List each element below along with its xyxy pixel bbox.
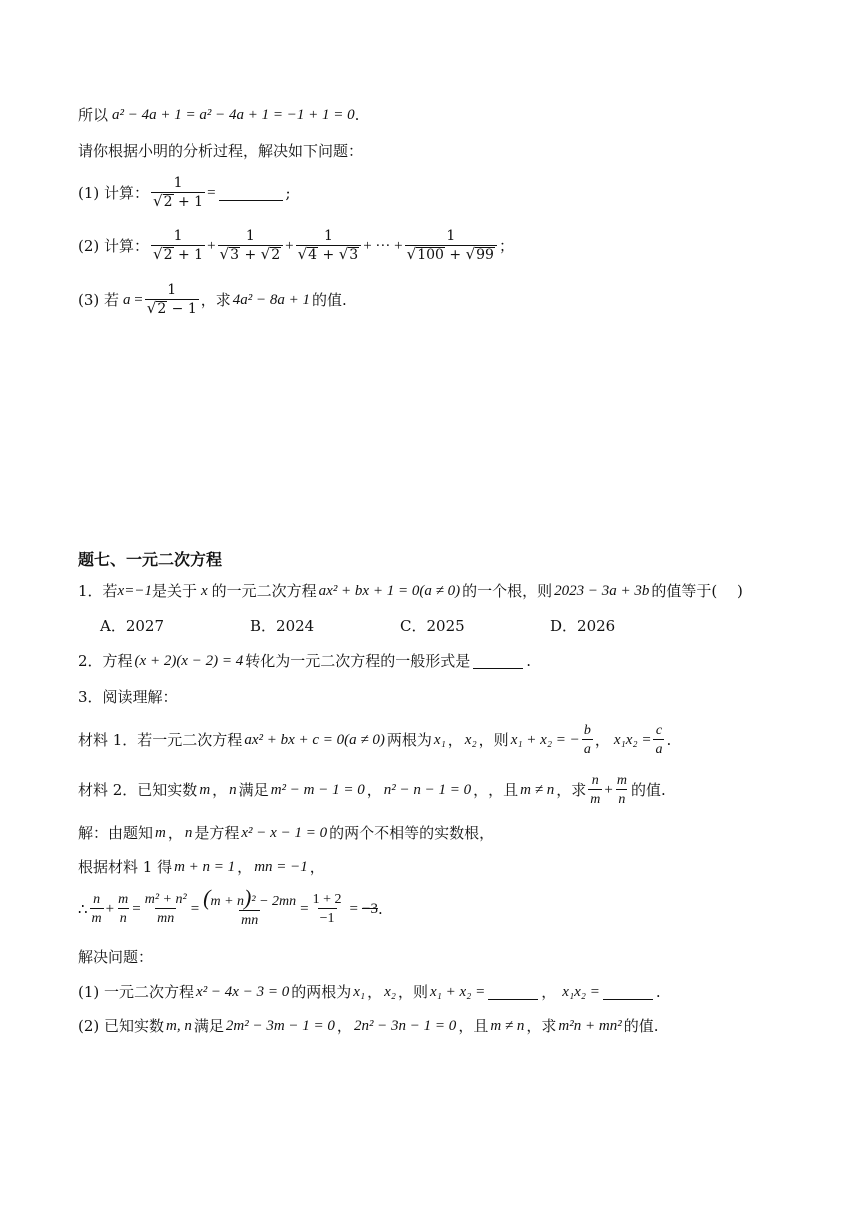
sq2-vars: m, n	[166, 1018, 192, 1034]
solution-line-2: 根据材料 1 得 m + n = 1 ， mn = −1 ，	[78, 858, 325, 876]
part2-label: (2) 计算：	[78, 237, 150, 255]
section-7-title: 题七、一元二次方程	[78, 550, 223, 569]
sq1-x2: x₂	[384, 984, 396, 1000]
section-heading	[78, 550, 222, 570]
fraction-term-1: 1 √ 2 + 1	[153, 227, 204, 263]
sq2-eq1: 2m² − 3m − 1 = 0	[225, 1018, 335, 1034]
sq2-mid: 满足	[193, 1017, 224, 1035]
period: .	[354, 106, 360, 124]
q1-mid3: 的一个根，则	[462, 582, 553, 600]
sol-end: 的两个不相等的实数根，	[329, 824, 495, 842]
m1-mid: 两根为	[386, 731, 432, 749]
m2-m: m	[199, 782, 211, 798]
q2-equation: (x + 2)(x − 2) = 4	[134, 653, 244, 669]
instruction-text: 请你根据小明的分析过程，解决如下问题：	[78, 142, 364, 160]
question-2	[78, 651, 531, 671]
sol2-product: mn = −1	[254, 859, 308, 875]
sol-mid: 是方程	[194, 824, 240, 842]
material-1: 材料 1．若一元二次方程 ax² + bx + c = 0(a ≠ 0) 两根为 x₁ ， x₂ ，则 x₁ + x₂ = − $\frac{b}{a}$ ， x₁x₂ = $\frac{c}{a}$ .	[78, 722, 672, 757]
fraction-1-over-sqrt2-plus-1: 1 √ 2 + 1	[153, 174, 204, 210]
sq1-then: ，则	[398, 983, 429, 1001]
part3-end: 的值.	[312, 291, 347, 309]
so-prefix: 所以	[78, 106, 109, 124]
m2-end: 的值.	[630, 781, 666, 799]
m1-prefix: 材料 1．若一元二次方程	[78, 731, 243, 749]
m1-product: x₁x₂ =	[613, 732, 652, 748]
solution-derivation: ∴ $\frac{n}{m}$ + $\frac{m}{n}$ = $\frac{\text{m² + n²}}{mn}$ = $\frac{\text{(m + n)² − 2mn}}{mn}$ = $\frac{1 + 2}{-1}$ = −3 .	[78, 885, 383, 928]
q1-equation: ax² + bx + 1 = 0(a ≠ 0)	[318, 583, 461, 599]
q2-prefix: 2．方程	[78, 652, 133, 670]
option-b[interactable]: B．2024	[250, 617, 315, 635]
instruction	[78, 141, 363, 161]
sol2-prefix: 根据材料 1 得	[78, 858, 173, 876]
previous-conclusion	[78, 105, 359, 125]
fraction-term-3: 1 √ 4 + √ 3	[296, 228, 362, 265]
m2-eq2: n² − n − 1 = 0	[383, 782, 472, 798]
q1-options	[100, 616, 615, 636]
fraction-term-last: 1 √ 100 + √ 99	[405, 228, 497, 265]
fraction-a-definition: 1 √ 2 − 1	[146, 281, 197, 317]
sq1-sum-blank[interactable]	[488, 985, 538, 1000]
fraction-n-over-m: $\frac{n}{m}$	[590, 772, 601, 807]
m2-eq1: m² − m − 1 = 0	[270, 782, 365, 798]
q1-expression: 2023 − 3a + 3b	[554, 583, 650, 599]
q1-end: 的值等于( )	[651, 582, 743, 600]
q6-part2: (2) 计算： 1 √ 2 + 1 + 1 √ 3 + √ 2 + 1 √ 4 + √ 3 + ··· + 1 √ 100 + √ 99 ；	[78, 227, 514, 263]
part3-tail: ，求	[200, 291, 231, 309]
fraction-sum-squares: $\frac{\text{m² + n²}}{mn}$	[144, 891, 187, 926]
sq2-ask: ，求	[526, 1017, 557, 1035]
part3-expression: 4a² − 8a + 1	[232, 292, 311, 308]
option-d[interactable]: D．2026	[550, 617, 616, 635]
fraction-c-over-a: $\frac{c}{a}$	[655, 722, 663, 757]
solution-line-1: 解：由题知 m ， n 是方程 x² − x − 1 = 0 的两个不相等的实数根，	[78, 824, 495, 842]
result-neg3: −3	[361, 901, 378, 917]
q1-prefix: 1．若	[78, 582, 118, 600]
sub-question-2: (2) 已知实数 m, n 满足 2m² − 3m − 1 = 0 ， 2n² − 3n − 1 = 0 ，且 m ≠ n ，求 m²n + mn² 的值.	[78, 1017, 659, 1035]
question-1	[78, 581, 743, 601]
part3-label: (3) 若	[78, 291, 120, 309]
sq2-expression: m²n + mn²	[558, 1018, 622, 1034]
sq1-mid: 的两根为	[291, 983, 352, 1001]
m2-mid2: ，且	[488, 781, 519, 799]
q2-end: .	[526, 652, 532, 670]
m2-mid: 满足	[238, 781, 269, 799]
part1-label: (1) 计算：	[78, 184, 150, 202]
m1-x1: x₁	[433, 732, 446, 748]
q2-answer-blank[interactable]	[473, 654, 523, 669]
q1-mid: 是关于	[151, 582, 197, 600]
sq1-x1: x₁	[353, 984, 366, 1000]
m2-neq: m ≠ n	[520, 782, 555, 798]
sq1-product: x₁x₂ =	[562, 984, 600, 1000]
solve-title	[78, 947, 153, 967]
m1-sum: x₁ + x₂ = −	[510, 732, 580, 748]
m1-x2: x₂	[464, 732, 477, 748]
q6-part1: (1) 计算： 1 √ 2 + 1 = ;	[78, 174, 291, 210]
m2-prefix: 材料 2．已知实数	[78, 781, 198, 799]
question-3	[78, 687, 178, 707]
m2-ask: ，求	[556, 781, 587, 799]
q2-tail: 转化为一元二次方程的一般形式是	[245, 652, 471, 670]
q1-var: x	[200, 583, 208, 599]
sq1-sum: x₁ + x₂ =	[430, 984, 486, 1000]
fraction-b-over-a: $\frac{b}{a}$	[583, 722, 591, 757]
m2-n: n	[229, 782, 237, 798]
sq2-prefix: (2) 已知实数	[78, 1017, 165, 1035]
q6-part3: (3) 若 a = 1 √ 2 − 1 ，求 4a² − 8a + 1 的值.	[78, 281, 347, 317]
fraction-expanded: $\frac{\text{(m + n)² − 2mn}}{mn}$	[203, 885, 297, 928]
conclusion-expression: a² − 4a + 1 = a² − 4a + 1 = −1 + 1 = 0	[112, 107, 355, 123]
sq1-product-blank[interactable]	[603, 985, 653, 1000]
sq2-and: ，且	[458, 1017, 489, 1035]
sq2-neq: m ≠ n	[490, 1018, 525, 1034]
sub-question-1: (1) 一元二次方程 x² − 4x − 3 = 0 的两根为 x₁ ， x₂ ，则 x₁ + x₂ = ， x₁x₂ = .	[78, 983, 661, 1001]
semicolon: ；	[498, 237, 514, 255]
m1-then: ，则	[478, 731, 509, 749]
sq1-equation: x² − 4x − 3 = 0	[196, 984, 290, 1000]
sq1-prefix: (1) 一元二次方程	[78, 983, 195, 1001]
m1-equation: ax² + bx + c = 0(a ≠ 0)	[244, 732, 385, 748]
answer-blank[interactable]	[219, 186, 283, 201]
sol-n: n	[184, 825, 193, 841]
option-a[interactable]: A．2027	[100, 617, 165, 635]
material-2: 材料 2．已知实数 m ， n 满足 m² − m − 1 = 0 ， n² − n − 1 = 0 ， ，且 m ≠ n ，求 $\frac{n}{m}$ + $\frac{m}{n}$ 的值.	[78, 772, 666, 807]
option-c[interactable]: C．2025	[400, 617, 465, 635]
sq2-end: 的值.	[623, 1017, 659, 1035]
fraction-numeric: $\frac{1 + 2}{-1}$	[312, 891, 342, 926]
q3-prefix: 3．阅读理解：	[78, 688, 178, 706]
solve-title-text: 解决问题：	[78, 948, 154, 966]
sol2-sum: m + n = 1	[174, 859, 236, 875]
therefore-symbol: ∴	[78, 900, 88, 918]
q1-x-value: x=−1	[117, 583, 152, 599]
sol-prefix: 解：由题知	[78, 824, 154, 842]
sol-equation: x² − x − 1 = 0	[241, 825, 328, 841]
sol-m: m	[155, 825, 166, 841]
fraction-term-2: 1 √ 3 + √ 2	[218, 228, 284, 265]
q1-mid2: 的一元二次方程	[211, 582, 317, 600]
sq2-eq2: 2n² − 3n − 1 = 0	[353, 1018, 457, 1034]
fraction-m-over-n: $\frac{m}{n}$	[616, 772, 627, 807]
